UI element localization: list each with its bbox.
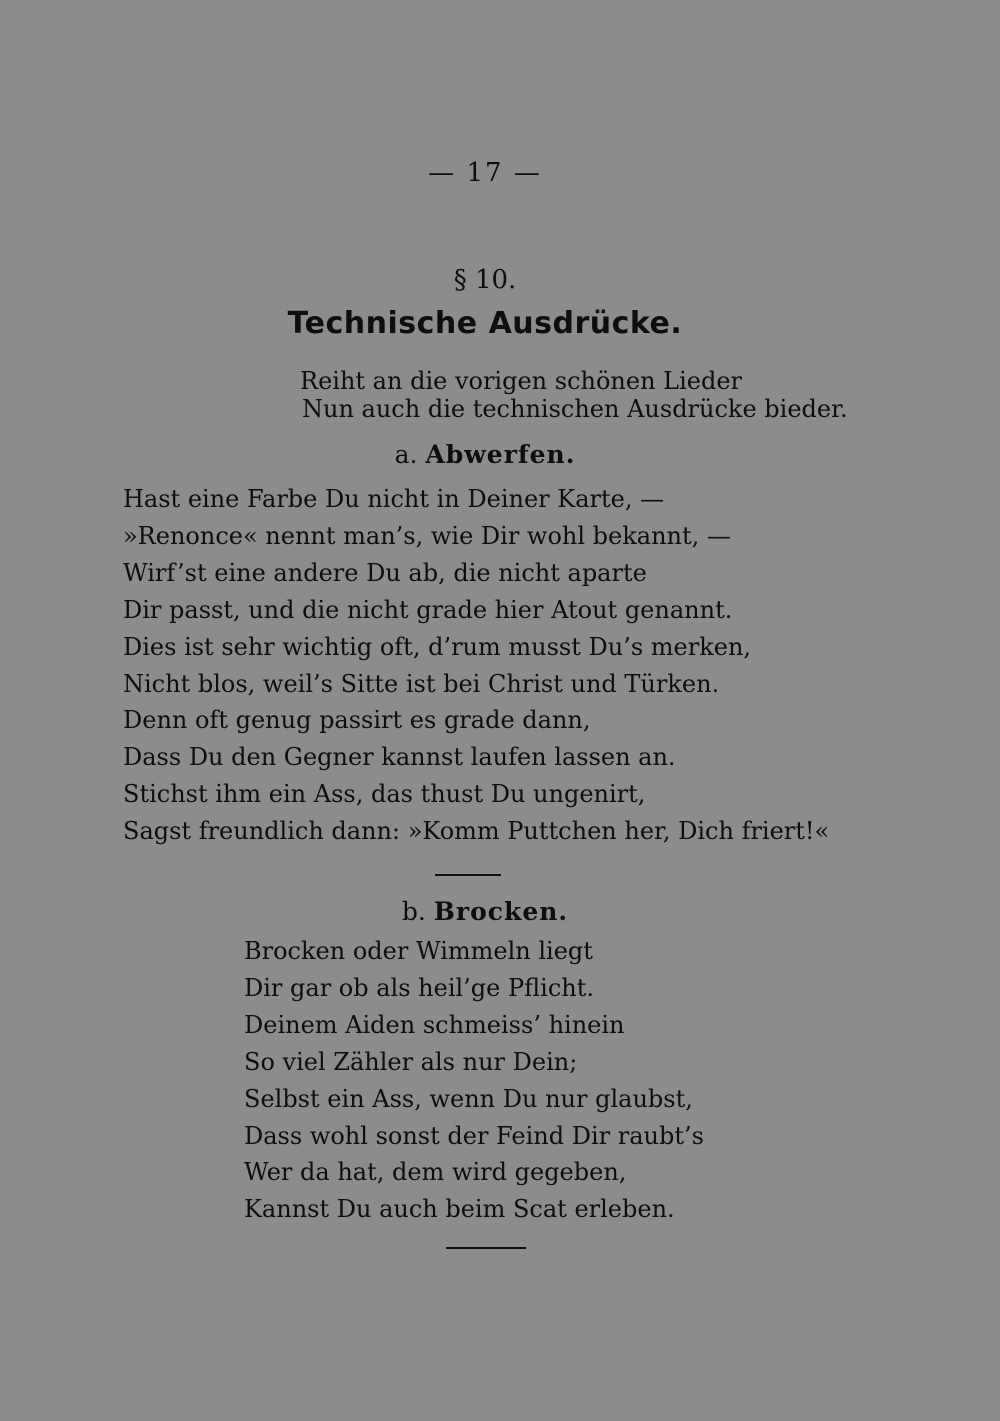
verse-line: Dir gar ob als heil’ge Pflicht.: [244, 973, 595, 1002]
verse-line: Selbst ein Ass, wenn Du nur glaubst,: [244, 1084, 693, 1113]
subsection-heading-abwerfen: [0, 440, 970, 469]
subsection-letter: a.: [394, 440, 418, 469]
subsection-title: Brocken.: [433, 897, 569, 926]
verse-line: So viel Zähler als nur Dein;: [244, 1047, 578, 1076]
end-divider: [446, 1247, 526, 1249]
verse-line: Sagst freundlich dann: »Komm Puttchen her, Dich friert!«: [123, 817, 830, 846]
subsection-title: Abwerfen.: [425, 440, 576, 469]
verse-line: Brocken oder Wimmeln liegt: [244, 937, 593, 965]
verse-line: Kannst Du auch beim Scat erleben.: [244, 1195, 675, 1224]
verse-line: Dass wohl sonst der Feind Dir raubt’s: [244, 1121, 704, 1150]
subsection-heading-brocken: [0, 897, 970, 926]
verse-line: Deinem Aiden schmeiss’ hinein: [244, 1010, 625, 1039]
verse-line: »Renonce« nennt man’s, wie Dir wohl bekannt, —: [123, 521, 731, 550]
verse-line: Nicht blos, weil’s Sitte ist bei Christ und Türken.: [123, 669, 720, 698]
motto-line: Nun auch die technischen Ausdrücke bieder.: [302, 395, 848, 423]
verse-line: Stichst ihm ein Ass, das thust Du ungenirt,: [123, 780, 646, 809]
motto-line: Reiht an die vorigen schönen Lieder: [300, 367, 743, 395]
page-number: — 17 —: [428, 158, 542, 188]
verse-line: Denn oft genug passirt es grade dann,: [123, 706, 591, 735]
verse-abwerfen: [123, 481, 829, 850]
section-mark: § 10.: [453, 265, 517, 295]
section-divider: [435, 874, 501, 876]
verse-line: Dass Du den Gegner kannst laufen lassen an.: [123, 743, 676, 772]
verse-line: Dies ist sehr wichtig oft, d’rum musst Du’s merken,: [123, 632, 752, 661]
verse-brocken: [244, 933, 704, 1228]
subsection-letter: b.: [401, 897, 426, 926]
verse-line: Dir passt, und die nicht grade hier Atout genannt.: [123, 595, 733, 624]
section-title: Technische Ausdrücke.: [287, 306, 683, 341]
verse-line: Wer da hat, dem wird gegeben,: [244, 1158, 627, 1187]
motto: [300, 367, 848, 423]
verse-line: Hast eine Farbe Du nicht in Deiner Karte, —: [123, 485, 665, 513]
verse-line: Wirf’st eine andere Du ab, die nicht aparte: [123, 558, 647, 587]
